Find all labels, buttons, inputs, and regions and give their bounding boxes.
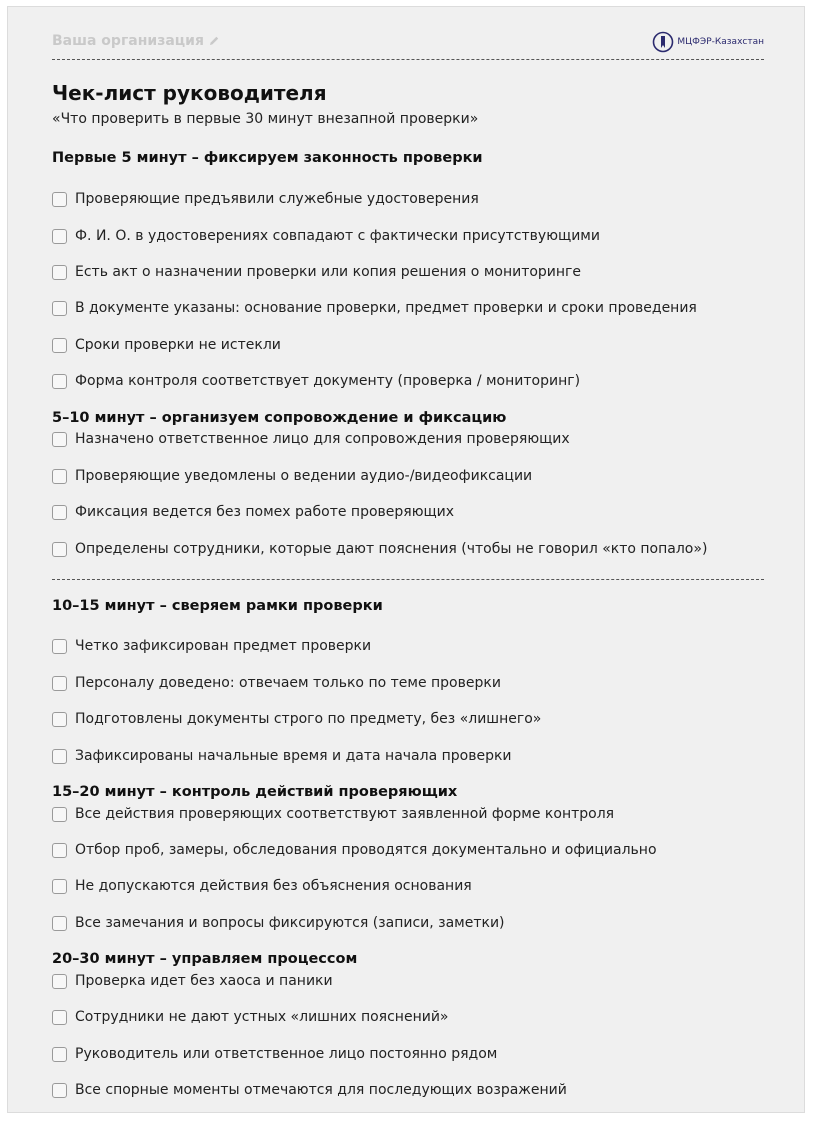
checklist-item[interactable] — [52, 228, 600, 244]
checklist-item[interactable] — [52, 300, 697, 316]
checklist-item[interactable] — [52, 1082, 567, 1098]
checkbox[interactable] — [52, 469, 67, 484]
checkbox[interactable] — [52, 676, 67, 691]
checklist-item[interactable] — [52, 878, 472, 894]
checklist-item[interactable] — [52, 1046, 497, 1062]
checklist-item[interactable] — [52, 973, 333, 989]
checklist-item[interactable] — [52, 748, 512, 764]
checkbox[interactable] — [52, 916, 67, 931]
checklist-item-label: Сроки проверки не истекли — [75, 337, 281, 353]
checklist-item[interactable] — [52, 806, 614, 822]
checklist-item[interactable] — [52, 915, 505, 931]
checklist-item[interactable] — [52, 1009, 448, 1025]
page-title: Чек-лист руководителя — [52, 81, 327, 105]
checkbox[interactable] — [52, 1083, 67, 1098]
organization-name-field[interactable] — [52, 33, 220, 49]
document-header — [52, 29, 764, 60]
checkbox[interactable] — [52, 542, 67, 557]
checklist-item[interactable] — [52, 468, 532, 484]
checklist-item-label: Руководитель или ответственное лицо постоянно рядом — [75, 1046, 498, 1062]
checklist-item[interactable] — [52, 264, 581, 280]
checklist-item-label: Не допускаются действия без объяснения основания — [75, 878, 472, 894]
checklist-item-label: В документе указаны: основание проверки, предмет проверки и сроки проведения — [75, 300, 697, 316]
checkbox[interactable] — [52, 374, 67, 389]
checklist-item-label: Четко зафиксирован предмет проверки — [75, 638, 372, 654]
section-title: 5–10 минут – организуем сопровождение и фиксацию — [52, 410, 507, 426]
checklist-item-label: Все замечания и вопросы фиксируются (записи, заметки) — [75, 915, 505, 931]
checklist-item[interactable] — [52, 504, 454, 520]
checklist-item[interactable] — [52, 541, 707, 557]
checklist-item-label: Подготовлены документы строго по предмету, без «лишнего» — [75, 711, 542, 727]
checklist-item-label: Отбор проб, замеры, обследования проводятся документально и официально — [75, 842, 657, 858]
checklist-item-label: Проверка идет без хаоса и паники — [75, 973, 333, 989]
checkbox[interactable] — [52, 974, 67, 989]
checklist-item-label: Все действия проверяющих соответствуют заявленной форме контроля — [75, 806, 615, 822]
logo-text: МЦФЭР-Казахстан — [677, 37, 764, 47]
checkbox[interactable] — [52, 843, 67, 858]
checklist-item[interactable] — [52, 191, 479, 207]
document-page — [7, 6, 805, 1113]
checklist-item-label: Проверяющие уведомлены о ведении аудио-/видеофиксации — [75, 468, 533, 484]
checkbox[interactable] — [52, 749, 67, 764]
checklist-item[interactable] — [52, 337, 281, 353]
section-title: 15–20 минут – контроль действий проверяющих — [52, 784, 458, 800]
checklist-item-label: Ф. И. О. в удостоверениях совпадают с фактически присутствующими — [75, 228, 600, 244]
checkbox[interactable] — [52, 1047, 67, 1062]
checkbox[interactable] — [52, 712, 67, 727]
checklist-item-label: Персоналу доведено: отвечаем только по теме проверки — [75, 675, 501, 691]
checklist-item[interactable] — [52, 373, 580, 389]
checklist-item-label: Все спорные моменты отмечаются для последующих возражений — [75, 1082, 567, 1098]
checkbox[interactable] — [52, 807, 67, 822]
checklist-item[interactable] — [52, 711, 541, 727]
checkbox[interactable] — [52, 192, 67, 207]
checklist-item-label: Определены сотрудники, которые дают пояснения (чтобы не говорил «кто попало») — [75, 541, 708, 557]
checkbox[interactable] — [52, 338, 67, 353]
checkbox[interactable] — [52, 229, 67, 244]
page-subtitle: «Что проверить в первые 30 минут внезапной проверки» — [52, 111, 479, 127]
checkbox[interactable] — [52, 1010, 67, 1025]
section-divider — [52, 579, 764, 580]
pencil-icon[interactable] — [208, 35, 220, 47]
section-title: Первые 5 минут – фиксируем законность проверки — [52, 150, 483, 166]
checklist-item-label: Форма контроля соответствует документу (проверка / мониторинг) — [75, 373, 581, 389]
checklist-item[interactable] — [52, 431, 570, 447]
checkbox[interactable] — [52, 265, 67, 280]
checklist-item-label: Фиксация ведется без помех работе проверяющих — [75, 504, 455, 520]
brand-logo — [652, 31, 764, 53]
organization-name: Ваша организация — [52, 33, 204, 49]
checklist-item-label: Назначено ответственное лицо для сопровождения проверяющих — [75, 431, 570, 447]
checklist-item-label: Проверяющие предъявили служебные удостоверения — [75, 191, 479, 207]
checklist-item-label: Сотрудники не дают устных «лишних пояснений» — [75, 1009, 449, 1025]
section-title: 20–30 минут – управляем процессом — [52, 951, 358, 967]
checklist-item-label: Есть акт о назначении проверки или копия решения о мониторинге — [75, 264, 582, 280]
checkbox[interactable] — [52, 639, 67, 654]
mcfer-logo-icon — [652, 31, 674, 53]
checkbox[interactable] — [52, 505, 67, 520]
checklist-item[interactable] — [52, 842, 657, 858]
checkbox[interactable] — [52, 301, 67, 316]
checklist-item[interactable] — [52, 675, 501, 691]
checklist-item-label: Зафиксированы начальные время и дата начала проверки — [75, 748, 512, 764]
section-title: 10–15 минут – сверяем рамки проверки — [52, 598, 383, 614]
checklist-item[interactable] — [52, 638, 371, 654]
checkbox[interactable] — [52, 432, 67, 447]
checkbox[interactable] — [52, 879, 67, 894]
